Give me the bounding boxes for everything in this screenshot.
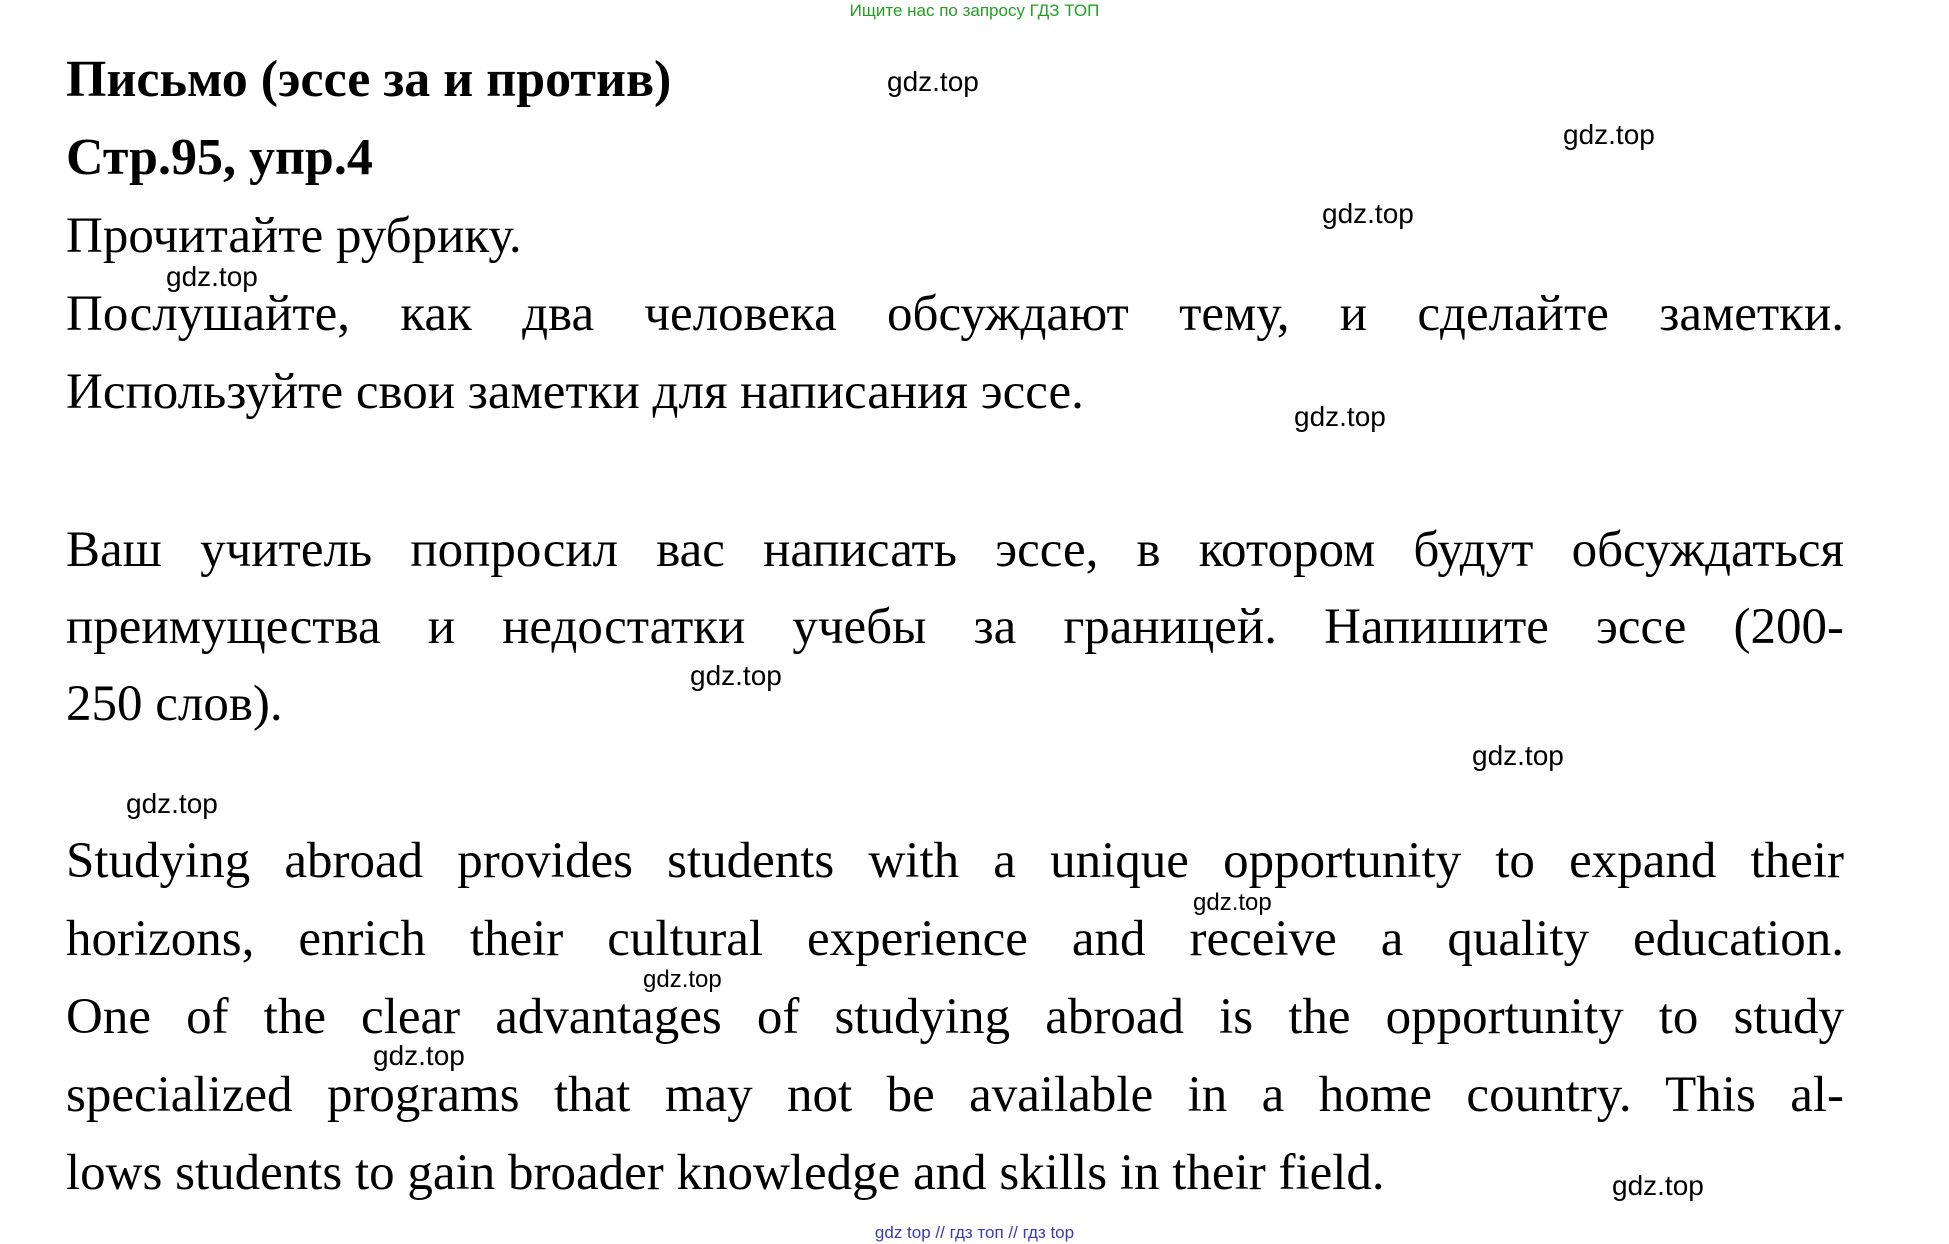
watermark: gdz.top: [166, 261, 258, 292]
watermark: gdz.top: [1294, 401, 1386, 432]
task-line-1: Прочитайте рубрику.: [66, 208, 522, 264]
watermark: gdz.top: [1563, 119, 1655, 150]
task-line-2: Послушайте, как два человека обсуждают тему, и сделайте заметки.: [66, 286, 1844, 342]
prompt-line-2: преимущества и недостатки учебы за границей. Напишите эссе (200-: [66, 599, 1844, 655]
watermark: gdz.top: [373, 1040, 465, 1071]
prompt-line-3: 250 слов).: [66, 676, 283, 732]
watermark: gdz.top: [690, 660, 782, 691]
page-subtitle: Стр.95, упр.4: [66, 129, 373, 186]
essay-line-4: specialized programs that may not be available in a home country. This al-: [66, 1067, 1844, 1123]
essay-line-5: lows students to gain broader knowledge and skills in their field.: [66, 1145, 1385, 1201]
watermark: gdz.top: [1612, 1170, 1704, 1201]
watermark: gdz.top: [887, 66, 979, 97]
watermark: gdz.top: [1322, 198, 1414, 229]
prompt-line-1: Ваш учитель попросил вас написать эссе, в котором будут обсуждаться: [66, 522, 1844, 578]
task-line-3: Используйте свои заметки для написания эссе.: [66, 364, 1084, 420]
essay-line-1: Studying abroad provides students with a unique opportunity to expand their: [66, 833, 1844, 889]
footer-banner: gdz top // гдз топ // гдз top: [874, 1223, 1075, 1242]
header-banner: Ищите нас по запросу ГДЗ ТОП: [849, 1, 1100, 20]
page-title: Письмо (эссе за и против): [66, 51, 672, 108]
watermark: gdz.top: [643, 966, 722, 993]
essay-line-3: One of the clear advantages of studying abroad is the opportunity to study: [66, 989, 1844, 1045]
watermark: gdz.top: [1193, 889, 1272, 916]
watermark: gdz.top: [126, 788, 218, 819]
watermark: gdz.top: [1472, 740, 1564, 771]
essay-line-2: horizons, enrich their cultural experience and receive a quality education.: [66, 911, 1844, 967]
